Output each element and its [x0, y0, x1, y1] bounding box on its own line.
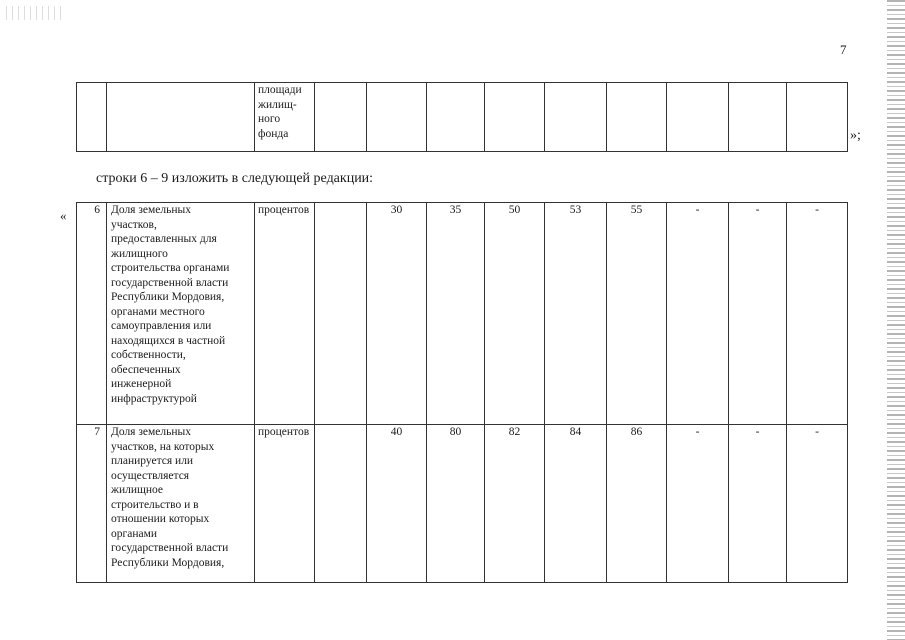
value-cell: -: [787, 203, 848, 425]
opening-quote: «: [60, 208, 67, 223]
value-cell: 55: [607, 203, 667, 425]
cell-empty: [787, 83, 848, 152]
scan-noise: [6, 6, 66, 20]
indicator-name: Доля земельных участков, предоставленных для жилищного строительства органами государственной власти Республики Мордовия, органами местного самоуправления или находящихся в частной собственности, обеспеченных инженерной инфраструктурой: [107, 203, 255, 425]
table-row: [77, 425, 848, 583]
value-cell: 84: [545, 425, 607, 583]
value-cell: 30: [367, 203, 427, 425]
table-row: [77, 203, 848, 425]
cell-empty: [315, 83, 367, 152]
cell-empty: [315, 425, 367, 583]
value-cell: 53: [545, 203, 607, 425]
instruction-text: строки 6 – 9 изложить в следующей редакции:: [96, 171, 374, 186]
indicators-table: [76, 202, 848, 583]
page-number: 7: [840, 42, 847, 57]
cell-empty: [485, 83, 545, 152]
value-cell: -: [787, 425, 848, 583]
value-cell: 40: [367, 425, 427, 583]
row-number: 6: [77, 203, 107, 425]
table-row: [77, 83, 848, 152]
cell-empty: [367, 83, 427, 152]
cell-empty: [77, 83, 107, 152]
unit-cell: процентов: [255, 203, 315, 425]
value-cell: 80: [427, 425, 485, 583]
value-cell: -: [729, 425, 787, 583]
unit-cell: площади жилищ- ного фонда: [255, 83, 315, 152]
value-cell: 35: [427, 203, 485, 425]
row-number: 7: [77, 425, 107, 583]
unit-cell: процентов: [255, 425, 315, 583]
cell-empty: [729, 83, 787, 152]
value-cell: -: [667, 203, 729, 425]
cell-empty: [545, 83, 607, 152]
top-table-fragment: [76, 82, 848, 152]
cell-empty: [427, 83, 485, 152]
value-cell: -: [729, 203, 787, 425]
scan-edge: [887, 0, 905, 640]
cell-empty: [107, 83, 255, 152]
value-cell: 86: [607, 425, 667, 583]
indicator-name: Доля земельных участков, на которых планируется или осуществляется жилищное строительство и в отношении которых органами государственной власти Республики Мордовия,: [107, 425, 255, 583]
cell-empty: [315, 203, 367, 425]
value-cell: 82: [485, 425, 545, 583]
cell-empty: [607, 83, 667, 152]
closing-quote: »;: [850, 128, 861, 143]
value-cell: -: [667, 425, 729, 583]
value-cell: 50: [485, 203, 545, 425]
cell-empty: [667, 83, 729, 152]
